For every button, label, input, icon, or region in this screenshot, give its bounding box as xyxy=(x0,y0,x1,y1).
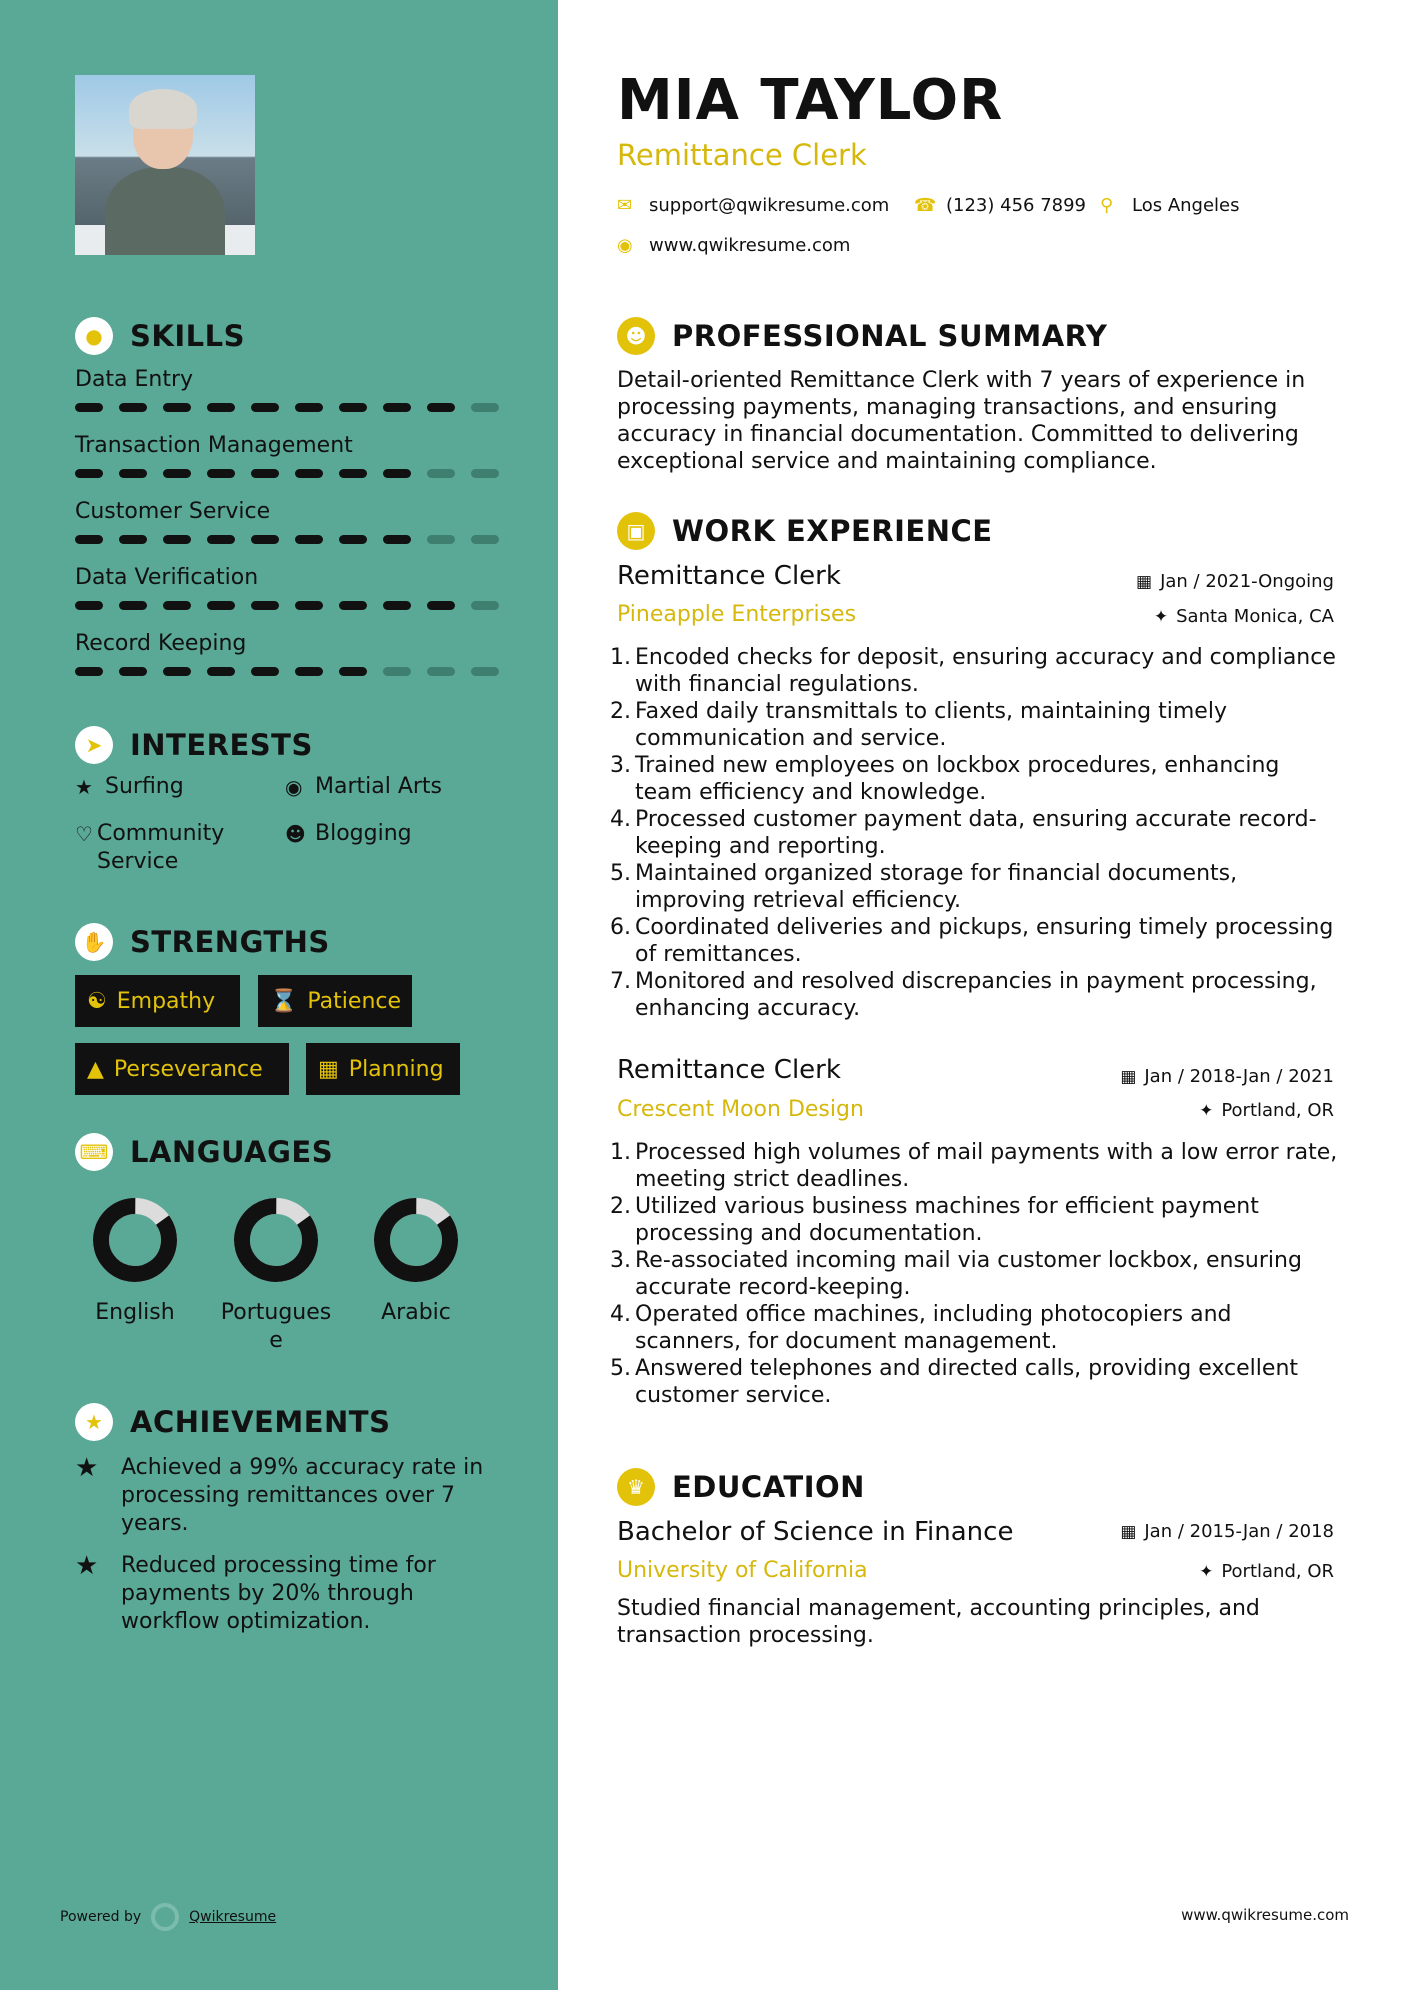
job-dates: ▦ Jan / 2021-Ongoing xyxy=(1136,571,1334,592)
skill-level-dash xyxy=(471,535,499,544)
languages-heading: ⌨ LANGUAGES xyxy=(75,1133,333,1171)
skill-level-dash xyxy=(471,601,499,610)
job-bullets xyxy=(610,644,1340,1022)
handshake-icon: ☯ xyxy=(87,988,107,1014)
job-bullet: 6. Coordinated deliveries and pickups, ensuring timely processing of remittances. xyxy=(610,915,1334,967)
education-dates: ▦ Jan / 2015-Jan / 2018 xyxy=(1120,1521,1334,1542)
skill-level-dash xyxy=(471,667,499,676)
language-level-ring xyxy=(92,1197,178,1283)
pushpin-icon: ✦ xyxy=(1199,1561,1214,1582)
skill-level-dash xyxy=(119,601,147,610)
skill-level-dash xyxy=(251,667,279,676)
skill-label: Record Keeping xyxy=(75,631,247,656)
skill-label: Data Entry xyxy=(75,367,194,392)
globe-icon: ◉ xyxy=(617,235,633,256)
star-icon: ★ xyxy=(75,775,93,799)
interest-item: ◉ Martial Arts xyxy=(285,774,443,799)
user-icon: ☻ xyxy=(617,317,655,355)
interest-item: ★ Surfing xyxy=(75,774,184,799)
job-bullet: 3. Re-associated incoming mail via customer lockbox, ensuring accurate record-keeping. xyxy=(610,1248,1302,1300)
education-degree: Bachelor of Science in Finance xyxy=(617,1517,1014,1547)
skill-level-dash xyxy=(251,535,279,544)
job-bullet: 2. Utilized various business machines for efficient payment processing and documentation. xyxy=(610,1194,1259,1246)
skill-level-bar xyxy=(75,535,499,544)
trophy-icon: ★ xyxy=(75,1403,113,1441)
education-heading: ♛ EDUCATION xyxy=(617,1468,865,1506)
job-bullet: 1. Processed high volumes of mail payments with a low error rate, meeting strict deadlines. xyxy=(610,1140,1338,1192)
job-bullets xyxy=(610,1139,1340,1409)
skill-level-dash xyxy=(119,535,147,544)
skill-level-dash xyxy=(75,601,103,610)
education-text: Studied financial management, accounting principles, and transaction processing. xyxy=(617,1596,1260,1648)
skill-level-dash xyxy=(383,667,411,676)
language-level-ring xyxy=(233,1197,319,1283)
skill-level-dash xyxy=(75,667,103,676)
powered-by: Powered by Qwikresume xyxy=(60,1903,276,1931)
calendar-icon: ▦ xyxy=(1120,1066,1137,1087)
contact-website[interactable]: ◉ www.qwikresume.com xyxy=(617,235,851,256)
education-location: ✦ Portland, OR xyxy=(1199,1561,1334,1582)
skill-level-dash xyxy=(383,535,411,544)
skill-label: Data Verification xyxy=(75,565,259,590)
job-title: Remittance Clerk xyxy=(617,561,841,591)
profile-photo xyxy=(75,75,255,255)
skill-level-dash xyxy=(207,667,235,676)
skill-level-bar xyxy=(75,667,499,676)
language-item xyxy=(216,1197,336,1355)
skill-level-dash xyxy=(427,601,455,610)
job-bullet: 2. Faxed daily transmittals to clients, maintaining timely communication and service. xyxy=(610,699,1227,751)
skill-level-dash xyxy=(339,667,367,676)
map-pin-icon: ⚲ xyxy=(1100,195,1114,216)
skill-level-dash xyxy=(427,403,455,412)
language-item xyxy=(75,1197,195,1327)
skill-level-dash xyxy=(163,535,191,544)
skill-level-dash xyxy=(207,403,235,412)
heart-icon: ♡ xyxy=(75,822,93,846)
skill-label: Customer Service xyxy=(75,499,271,524)
skill-level-dash xyxy=(471,469,499,478)
strengths-heading: ✋ STRENGTHS xyxy=(75,923,330,961)
skill-level-dash xyxy=(163,469,191,478)
pushpin-icon: ✦ xyxy=(1199,1100,1214,1121)
skill-level-dash xyxy=(295,469,323,478)
ring-fill xyxy=(373,1197,459,1283)
skill-level-dash xyxy=(427,535,455,544)
road-icon: ▲ xyxy=(87,1056,104,1082)
calendar-icon: ▦ xyxy=(1136,571,1153,592)
language-level-ring xyxy=(373,1197,459,1283)
skill-level-dash xyxy=(119,469,147,478)
skill-level-dash xyxy=(339,469,367,478)
skill-level-bar xyxy=(75,601,499,610)
skill-level-dash xyxy=(251,403,279,412)
language-item xyxy=(356,1197,476,1327)
achievements-heading: ★ ACHIEVEMENTS xyxy=(75,1403,390,1441)
globe-icon: ◉ xyxy=(285,775,303,799)
calendar-icon: ▦ xyxy=(318,1056,339,1082)
skill-level-dash xyxy=(427,469,455,478)
skill-level-dash xyxy=(75,535,103,544)
chair-icon: ▣ xyxy=(617,512,655,550)
skill-level-dash xyxy=(383,403,411,412)
strength-badge: ▲ Perseverance xyxy=(75,1043,289,1095)
achievement-item: ★ Reduced processing time for payments by 20% through workflow optimization. xyxy=(75,1551,436,1634)
users-icon: ☻ xyxy=(285,822,306,846)
strength-badge: ▦ Planning xyxy=(306,1043,460,1095)
education-school: University of California xyxy=(617,1558,868,1583)
achievement-item: ★ Achieved a 99% accuracy rate in processing remittances over 7 years. xyxy=(75,1453,484,1536)
brand-link[interactable]: Qwikresume xyxy=(189,1909,277,1925)
contact-email[interactable]: ✉ support@qwikresume.com xyxy=(617,195,890,216)
interests-heading: ➤ INTERESTS xyxy=(75,726,313,764)
skill-level-dash xyxy=(383,601,411,610)
pushpin-icon: ✦ xyxy=(1153,606,1169,627)
skill-level-dash xyxy=(251,601,279,610)
skill-level-dash xyxy=(295,403,323,412)
skill-level-dash xyxy=(339,601,367,610)
phone-icon: ☎ xyxy=(914,195,937,216)
interest-item: ♡ Community Service xyxy=(75,821,225,874)
skill-level-dash xyxy=(339,403,367,412)
skill-level-dash xyxy=(207,535,235,544)
skill-level-dash xyxy=(339,535,367,544)
language-label: Portuguese xyxy=(220,1300,332,1353)
skill-level-dash xyxy=(75,469,103,478)
paper-plane-icon: ➤ xyxy=(75,726,113,764)
skill-level-dash xyxy=(207,469,235,478)
skill-level-dash xyxy=(163,601,191,610)
skill-level-dash xyxy=(207,601,235,610)
job-title: Remittance Clerk xyxy=(617,1055,841,1085)
experience-heading: ▣ WORK EXPERIENCE xyxy=(617,512,993,550)
shooting-star-icon: ★ xyxy=(75,1551,99,1581)
skill-level-dash xyxy=(119,403,147,412)
skill-level-bar xyxy=(75,469,499,478)
graduation-cap-icon: ♛ xyxy=(617,1468,655,1506)
skill-level-dash xyxy=(295,535,323,544)
sidebar xyxy=(0,0,558,1990)
ring-fill xyxy=(233,1197,319,1283)
skill-level-dash xyxy=(163,403,191,412)
skill-level-dash xyxy=(295,667,323,676)
skill-level-dash xyxy=(295,601,323,610)
summary-text: Detail-oriented Remittance Clerk with 7 years of experience in processing payments, managing transactions, and ensuring accuracy in financial documentation. Committed to delivering exceptional service and maintaining compliance. xyxy=(617,368,1306,474)
job-bullet: 5. Answered telephones and directed calls, providing excellent customer service. xyxy=(610,1356,1299,1408)
contact-location: ⚲ Los Angeles xyxy=(1100,195,1240,216)
skills-heading: ● SKILLS xyxy=(75,317,245,355)
job-bullet: 4. Operated office machines, including photocopiers and scanners, for document management. xyxy=(610,1302,1232,1354)
language-icon: ⌨ xyxy=(75,1133,113,1171)
skill-level-dash xyxy=(75,403,103,412)
job-bullet: 3. Trained new employees on lockbox procedures, enhancing team efficiency and knowledge. xyxy=(610,753,1280,805)
interest-item: ☻ Blogging xyxy=(285,821,412,846)
job-location: ✦ Portland, OR xyxy=(1199,1100,1334,1121)
language-label: English xyxy=(95,1300,175,1325)
skill-level-dash xyxy=(119,667,147,676)
ring-fill xyxy=(92,1197,178,1283)
candidate-role: Remittance Clerk xyxy=(617,138,867,172)
job-dates: ▦ Jan / 2018-Jan / 2021 xyxy=(1120,1066,1334,1087)
candidate-name: MIA TAYLOR xyxy=(617,68,1004,133)
strength-badge: ☯ Empathy xyxy=(75,975,240,1027)
job-bullet: 1. Encoded checks for deposit, ensuring accuracy and compliance with financial regulations. xyxy=(610,645,1336,697)
contact-phone[interactable]: ☎ (123) 456 7899 xyxy=(914,195,1087,216)
qwikresume-logo-icon xyxy=(151,1903,179,1931)
language-label: Arabic xyxy=(381,1300,451,1325)
job-company: Crescent Moon Design xyxy=(617,1097,864,1122)
shooting-star-icon: ★ xyxy=(75,1453,99,1483)
skill-level-dash xyxy=(471,403,499,412)
fist-icon: ✋ xyxy=(75,923,113,961)
job-bullet: 5. Maintained organized storage for financial documents, improving retrieval efficiency. xyxy=(610,861,1238,913)
strength-badge: ⌛ Patience xyxy=(258,975,412,1027)
summary-heading: ☻ PROFESSIONAL SUMMARY xyxy=(617,317,1107,355)
skill-level-dash xyxy=(427,667,455,676)
footer-url[interactable]: www.qwikresume.com xyxy=(1181,1906,1349,1924)
skill-level-dash xyxy=(251,469,279,478)
lightbulb-icon: ● xyxy=(75,317,113,355)
job-bullet: 7. Monitored and resolved discrepancies in payment processing, enhancing accuracy. xyxy=(610,969,1317,1021)
skill-level-dash xyxy=(163,667,191,676)
job-location: ✦ Santa Monica, CA xyxy=(1153,606,1334,627)
calendar-icon: ▦ xyxy=(1120,1521,1137,1542)
hourglass-icon: ⌛ xyxy=(270,988,298,1014)
job-bullet: 4. Processed customer payment data, ensuring accurate record-keeping and reporting. xyxy=(610,807,1317,859)
skill-label: Transaction Management xyxy=(75,433,353,458)
skill-level-bar xyxy=(75,403,499,412)
job-company: Pineapple Enterprises xyxy=(617,602,857,627)
skill-level-dash xyxy=(383,469,411,478)
envelope-icon: ✉ xyxy=(617,195,633,216)
